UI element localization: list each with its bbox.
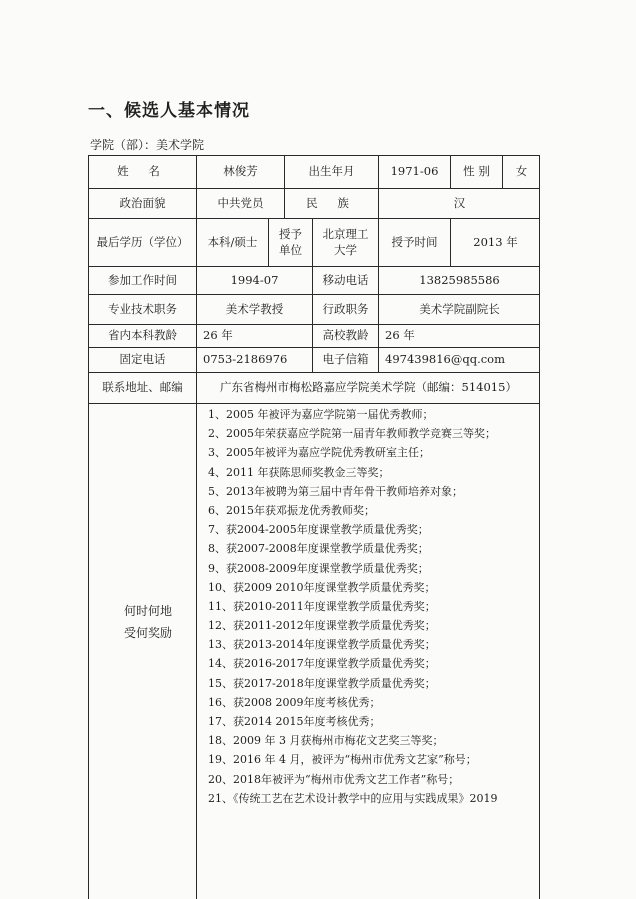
title-value: 美术学教授 xyxy=(196,294,312,324)
admin-label: 行政职务 xyxy=(312,294,378,324)
award-item: 8、获2007-2008年度课堂教学质量优秀奖； xyxy=(208,542,429,556)
award-item: 20、2018年被评为“梅州市优秀文艺工作者”称号； xyxy=(208,772,460,786)
education-value: 本科/硕士 xyxy=(196,218,268,266)
award-item: 19、2016 年 4 月，被评为“梅州市优秀文艺家”称号； xyxy=(208,753,477,767)
education-label: 最后学历（学位） xyxy=(88,218,196,266)
awards-label-line1: 何时何地 xyxy=(123,604,172,618)
address-value: 广东省梅州市梅松路嘉应学院美术学院（邮编：514015） xyxy=(196,372,540,403)
mobile-value: 13825985586 xyxy=(378,266,540,294)
politics-value: 中共党员 xyxy=(196,188,284,218)
grant-time-label: 授予时间 xyxy=(378,218,450,266)
admin-value: 美术学院副院长 xyxy=(378,294,540,324)
unit-label: 授予单位 xyxy=(268,218,312,266)
title-label: 专业技术职务 xyxy=(88,294,196,324)
birth-label: 出生年月 xyxy=(284,155,378,188)
section-title: 一、候选人基本情况 xyxy=(88,101,250,121)
awards-label-cell xyxy=(88,403,196,899)
work-start-label: 参加工作时间 xyxy=(88,266,196,294)
award-item: 17、获2014 2015年度考核优秀； xyxy=(208,715,381,728)
award-item: 9、获2008-2009年度课堂教学质量优秀奖； xyxy=(208,561,429,575)
address-label: 联系地址、邮编 xyxy=(88,372,196,403)
name-value: 林俊芳 xyxy=(196,155,284,188)
work-start-value: 1994-07 xyxy=(196,266,312,294)
award-item: 21、《传统工艺在艺术设计教学中的应用与实践成果》2019 xyxy=(208,791,498,805)
gender-value: 女 xyxy=(502,155,540,188)
politics-label: 政治面貌 xyxy=(88,188,196,218)
award-item: 14、获2016-2017年度课堂教学质量优秀奖； xyxy=(208,657,436,671)
grant-time-value: 2013 年 xyxy=(450,218,540,266)
department-line: 学院（部）：美术学院 xyxy=(90,138,205,152)
name-label: 姓 名 xyxy=(88,155,196,188)
award-item: 15、获2017-2018年度课堂教学质量优秀奖； xyxy=(208,676,436,690)
awards-list xyxy=(208,405,544,808)
mobile-label: 移动电话 xyxy=(312,266,378,294)
teaching-value: 26 年 xyxy=(196,324,312,347)
award-item: 2、2005年荣获嘉应学院第一届青年教师教学竞赛三等奖； xyxy=(208,427,496,441)
award-item: 18、2009 年 3 月获梅州市梅花文艺奖三等奖； xyxy=(208,734,444,748)
ethnic-label: 民 族 xyxy=(284,188,378,218)
univ-teaching-label: 高校教龄 xyxy=(312,324,378,347)
phone-label: 固定电话 xyxy=(88,347,196,372)
unit-value: 北京理工大学 xyxy=(312,218,378,266)
award-item: 12、获2011-2012年度课堂教学质量优秀奖； xyxy=(208,619,436,633)
awards-label-line2: 受何奖励 xyxy=(123,626,172,640)
gender-label: 性 别 xyxy=(450,155,502,188)
teaching-label: 省内本科教龄 xyxy=(88,324,196,347)
award-item: 3、2005年被评为嘉应学院优秀教研室主任； xyxy=(208,446,430,460)
awards-label xyxy=(88,600,208,644)
award-item: 1、2005 年被评为嘉应学院第一届优秀教师； xyxy=(208,408,434,421)
award-item: 11、获2010-2011年度课堂教学质量优秀奖； xyxy=(208,599,436,613)
univ-teaching-value: 26 年 xyxy=(378,324,540,347)
award-item: 7、获2004-2005年度课堂教学质量优秀奖； xyxy=(208,523,429,537)
award-item: 13、获2013-2014年度课堂教学质量优秀奖； xyxy=(208,638,436,652)
award-item: 6、2015年获邓振龙优秀教师奖； xyxy=(208,503,375,517)
birth-value: 1971-06 xyxy=(378,155,450,188)
email-value: 497439816@qq.com xyxy=(378,347,540,372)
award-item: 16、获2008 2009年度考核优秀； xyxy=(208,695,381,709)
phone-value: 0753-2186976 xyxy=(196,347,312,372)
award-item: 5、2013年被聘为第三届中青年骨干教师培养对象； xyxy=(208,484,463,498)
award-item: 4、2011 年获陈思师奖教金三等奖； xyxy=(208,465,390,479)
award-item: 10、获2009 2010年度课堂教学质量优秀奖； xyxy=(208,580,436,594)
email-label: 电子信箱 xyxy=(312,347,378,372)
ethnic-value: 汉 xyxy=(378,188,540,218)
